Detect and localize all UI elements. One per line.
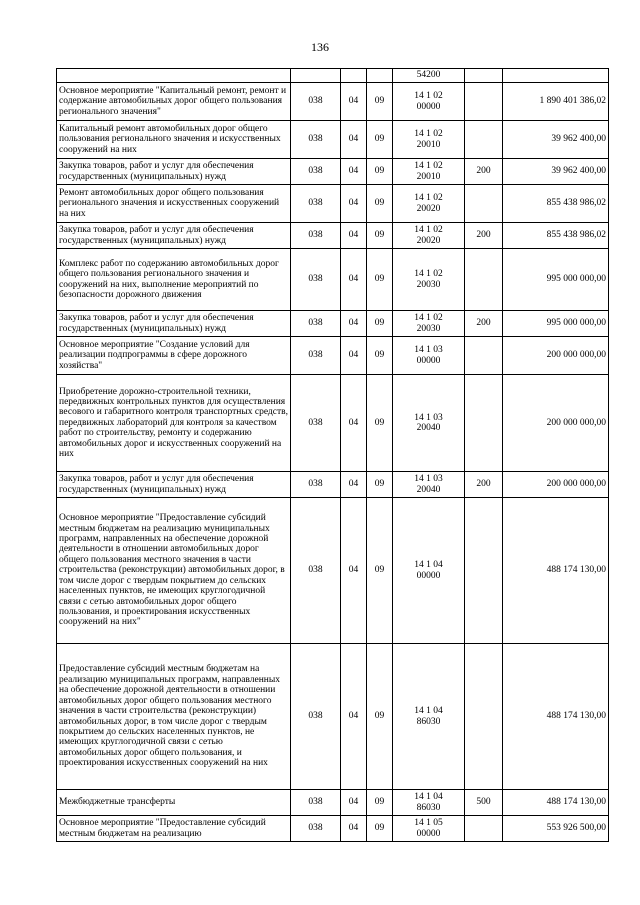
row-name: Предоставление субсидий местным бюджетам на реализацию муниципальных программ, направленных на обеспечение дорожной деятельности в отношении автомобильных дорог общего пользования местного значения в части строительства (реконструкции) автомобильных дорог, в том числе дорог с твердым покрытием до сельских населенных пунктов, не имеющих круглогодичной связи с сетью автомобильных дорог общего пользования, и проектирования искусственных сооружений на них (57, 644, 291, 790)
admin-code: 038 (291, 472, 341, 498)
expense-type (465, 498, 503, 644)
target-code-line2: 00000 (416, 355, 441, 366)
expense-type: 200 (465, 472, 503, 498)
section-code: 04 (341, 185, 367, 223)
admin-code: 038 (291, 185, 341, 223)
target-code-line2: 20030 (416, 279, 441, 290)
amount: 995 000 000,00 (503, 249, 609, 311)
row-name: Закупка товаров, работ и услуг для обеспечения государственных (муниципальных) нужд (57, 223, 291, 249)
table-row (57, 121, 609, 159)
target-code (393, 223, 465, 249)
table-row (57, 69, 609, 83)
admin-code: 038 (291, 311, 341, 337)
amount: 488 174 130,00 (503, 790, 609, 816)
target-code (393, 311, 465, 337)
amount: 39 962 400,00 (503, 159, 609, 185)
target-code-line1: 14 1 02 (414, 129, 443, 140)
subsection-code: 09 (367, 337, 393, 375)
admin-code: 038 (291, 644, 341, 790)
section-code (341, 69, 367, 83)
subsection-code: 09 (367, 644, 393, 790)
table-row (57, 498, 609, 644)
expense-type (465, 337, 503, 375)
row-name: Ремонт автомобильных дорог общего пользования регионального значения и искусственных сооружений на них (57, 185, 291, 223)
target-code (393, 472, 465, 498)
target-code-line2: 20010 (416, 171, 441, 182)
row-name: Капитальный ремонт автомобильных дорог общего пользования регионального значения и искусственных сооружений на них (57, 121, 291, 159)
target-code-line2: 20040 (416, 484, 441, 495)
target-code-line1: 14 1 02 (414, 91, 443, 102)
amount: 1 890 401 386,02 (503, 83, 609, 121)
expense-type: 500 (465, 790, 503, 816)
target-code-line1: 14 1 02 (414, 269, 443, 280)
target-code (393, 790, 465, 816)
amount: 200 000 000,00 (503, 375, 609, 472)
admin-code: 038 (291, 159, 341, 185)
table-row (57, 159, 609, 185)
admin-code (291, 69, 341, 83)
row-name: Основное мероприятие "Создание условий для реализации подпрограммы в сфере дорожного хозяйства" (57, 337, 291, 375)
section-code: 04 (341, 83, 367, 121)
section-code: 04 (341, 337, 367, 375)
target-code-line1: 14 1 04 (414, 706, 443, 717)
admin-code: 038 (291, 375, 341, 472)
target-code-line1: 14 1 02 (414, 161, 443, 172)
subsection-code: 09 (367, 223, 393, 249)
target-code-line2: 20010 (416, 139, 441, 150)
subsection-code: 09 (367, 375, 393, 472)
expense-type: 200 (465, 311, 503, 337)
section-code: 04 (341, 249, 367, 311)
subsection-code: 09 (367, 83, 393, 121)
amount: 39 962 400,00 (503, 121, 609, 159)
admin-code: 038 (291, 816, 341, 842)
section-code: 04 (341, 159, 367, 185)
target-code (393, 816, 465, 842)
row-name: Приобретение дорожно-строительной техники, передвижных контрольных пунктов для осуществления весового и габаритного контроля транспортных средств, передвижных лабораторий для контроля за качеством работ по строительству, ремонту и содержанию автомобильных дорог и искусственных сооружений на них (57, 375, 291, 472)
amount: 855 438 986,02 (503, 223, 609, 249)
section-code: 04 (341, 311, 367, 337)
target-code-line2: 86030 (416, 802, 441, 813)
target-code-line2: 20020 (416, 203, 441, 214)
subsection-code: 09 (367, 790, 393, 816)
target-code-line1: 14 1 03 (414, 412, 443, 423)
target-code-line1: 14 1 02 (414, 225, 443, 236)
target-code (393, 185, 465, 223)
row-name: Основное мероприятие "Капитальный ремонт, ремонт и содержание автомобильных дорог общего пользования регионального значения" (57, 83, 291, 121)
expense-type (465, 375, 503, 472)
expense-type (465, 185, 503, 223)
target-code (393, 498, 465, 644)
target-code (393, 337, 465, 375)
section-code: 04 (341, 790, 367, 816)
table-row (57, 337, 609, 375)
subsection-code (367, 69, 393, 83)
table-row (57, 249, 609, 311)
subsection-code: 09 (367, 816, 393, 842)
row-name: Закупка товаров, работ и услуг для обеспечения государственных (муниципальных) нужд (57, 159, 291, 185)
amount: 995 000 000,00 (503, 311, 609, 337)
table-row (57, 83, 609, 121)
target-code-line2: 86030 (416, 716, 441, 727)
target-code-line1: 14 1 02 (414, 313, 443, 324)
subsection-code: 09 (367, 159, 393, 185)
row-name: Основное мероприятие "Предоставление субсидий местным бюджетам на реализацию (57, 816, 291, 842)
amount: 488 174 130,00 (503, 498, 609, 644)
section-code: 04 (341, 498, 367, 644)
target-code (393, 69, 465, 83)
target-code-line1: 14 1 04 (414, 560, 443, 571)
target-code-line2: 00000 (416, 570, 441, 581)
expense-type (465, 83, 503, 121)
target-code-line2: 20020 (416, 235, 441, 246)
admin-code: 038 (291, 121, 341, 159)
expense-type (465, 69, 503, 83)
target-code-line2: 20040 (416, 423, 441, 433)
expense-type (465, 249, 503, 311)
target-code (393, 159, 465, 185)
expense-type: 200 (465, 159, 503, 185)
admin-code: 038 (291, 498, 341, 644)
admin-code: 038 (291, 790, 341, 816)
target-code-line1: 14 1 03 (414, 474, 443, 485)
target-code-line1: 14 1 05 (414, 818, 443, 829)
amount (503, 69, 609, 83)
admin-code: 038 (291, 337, 341, 375)
row-name: Комплекс работ по содержанию автомобильных дорог общего пользования регионального значения и сооружений на них, выполнение мероприятий по безопасности дорожного движения (57, 249, 291, 311)
target-code (393, 644, 465, 790)
subsection-code: 09 (367, 249, 393, 311)
target-code-line2: 20030 (416, 323, 441, 334)
row-name: Закупка товаров, работ и услуг для обеспечения государственных (муниципальных) нужд (57, 472, 291, 498)
page-number: 136 (311, 40, 329, 54)
row-name: Основное мероприятие "Предоставление субсидий местным бюджетам на реализацию муниципальных программ, направленных на обеспечение дорожной деятельности в отношении автомобильных дорог общего пользования местного значения в части строительства (реконструкции) автомобильных дорог, в том числе дорог с твердым покрытием до сельских населенных пунктов, не имеющих круглогодичной связи с сетью автомобильных дорог общего пользования, и проектирования искусственных сооружений на них" (57, 498, 291, 644)
admin-code: 038 (291, 249, 341, 311)
table-row (57, 816, 609, 842)
row-name: Закупка товаров, работ и услуг для обеспечения государственных (муниципальных) нужд (57, 311, 291, 337)
section-code: 04 (341, 644, 367, 790)
expense-type: 200 (465, 223, 503, 249)
table-row (57, 375, 609, 472)
section-code: 04 (341, 223, 367, 249)
expense-type (465, 644, 503, 790)
admin-code: 038 (291, 223, 341, 249)
amount: 488 174 130,00 (503, 644, 609, 790)
amount: 200 000 000,00 (503, 472, 609, 498)
target-code-line1: 14 1 02 (414, 193, 443, 204)
table-row (57, 790, 609, 816)
expense-type (465, 816, 503, 842)
target-code-line1: 14 1 04 (414, 792, 443, 803)
subsection-code: 09 (367, 121, 393, 159)
expense-type (465, 121, 503, 159)
section-code: 04 (341, 472, 367, 498)
table-row (57, 223, 609, 249)
table-row (57, 185, 609, 223)
target-code-line2: 00000 (416, 101, 441, 112)
amount: 553 926 500,00 (503, 816, 609, 842)
row-name: Межбюджетные трансферты (57, 790, 291, 816)
subsection-code: 09 (367, 185, 393, 223)
target-code (393, 83, 465, 121)
amount: 200 000 000,00 (503, 337, 609, 375)
subsection-code: 09 (367, 472, 393, 498)
subsection-code: 09 (367, 311, 393, 337)
table-row (57, 311, 609, 337)
section-code: 04 (341, 375, 367, 472)
target-code (393, 249, 465, 311)
admin-code: 038 (291, 83, 341, 121)
amount: 855 438 986,02 (503, 185, 609, 223)
target-code (393, 375, 465, 472)
target-code-line1: 14 1 03 (414, 345, 443, 356)
row-name (57, 69, 291, 83)
section-code: 04 (341, 121, 367, 159)
target-code-line2: 54200 (416, 70, 441, 81)
subsection-code: 09 (367, 498, 393, 644)
budget-table (56, 68, 609, 842)
target-code-line2: 00000 (416, 828, 441, 839)
target-code (393, 121, 465, 159)
table-row (57, 472, 609, 498)
section-code: 04 (341, 816, 367, 842)
table-row (57, 644, 609, 790)
